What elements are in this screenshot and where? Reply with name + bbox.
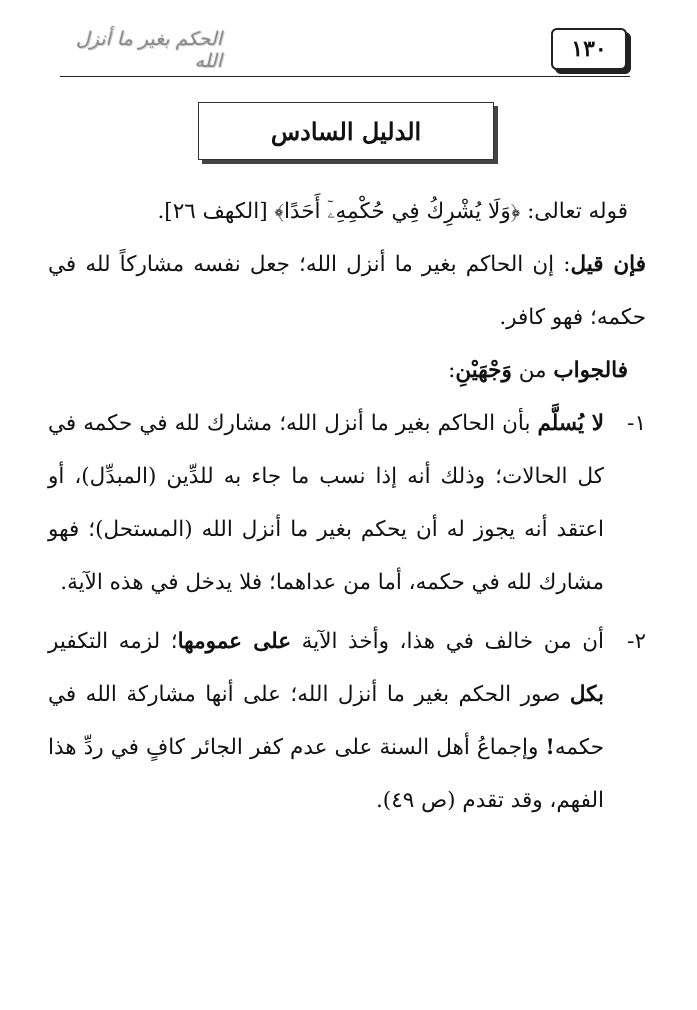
list-item-number: ٢- — [627, 629, 646, 654]
list-item-body-part: ؛ لزمه التكفير — [48, 629, 178, 654]
list-item-body-part: وإجماعُ أهل السنة على عدم كفر الجائر كافٍ في ردِّ هذا الفهم، وقد تقدم (ص ٤٩). — [48, 735, 604, 813]
list-item-bold-part: على عمومها — [177, 629, 292, 654]
objection-text: : إن الحاكم بغير ما أنزل الله؛ جعل نفسه مشاركاً لله في حكمه؛ فهو كافر. — [48, 252, 646, 330]
page-number: ١٣٠ — [571, 36, 607, 62]
section-title: الدليل السادس — [270, 116, 422, 146]
list-item-body-part: أن من خالف في هذا، وأخذ الآية — [291, 629, 604, 654]
answer-end: : — [448, 358, 456, 383]
list-item-body: بأن الحاكم بغير ما أنزل الله؛ مشارك لله في حكمه في كل الحالات؛ وذلك أنه إذا نسب ما جاء به للدِّين (المبدِّل)، أو اعتقد أنه يجوز له أن يحكم بغير ما أنزل الله (المستحل)؛ فهو مشارك لله في حكمه، أما من عداهما؛ فلا يدخل في هذه الآية. — [48, 411, 604, 595]
verse-intro: قوله تعالى: — [520, 199, 628, 224]
verse-text: ﴿وَلَا يُشْرِكُ فِي حُكْمِهِۦٓ أَحَدًا﴾ — [274, 199, 521, 224]
list-item — [48, 615, 646, 827]
verse-reference: [الكهف ٢٦]. — [157, 199, 275, 224]
section-title-box — [198, 102, 494, 160]
header-rule — [60, 76, 630, 77]
objection-paragraph — [48, 238, 646, 344]
list-item-body-part: صور الحكم بغير ما أنزل الله؛ على أنها مشاركة الله في حكمه — [48, 682, 604, 760]
list-item-bold-part: ! — [545, 735, 555, 760]
list-item-text — [48, 397, 604, 609]
answer-intro — [48, 344, 646, 397]
list-item-lead: لا يُسلَّم — [537, 411, 605, 436]
book-title-ornament — [62, 28, 222, 72]
answer-mid: من — [511, 358, 554, 383]
page-number-box — [551, 28, 627, 70]
list-item-number: ١- — [627, 411, 646, 436]
verse-paragraph — [48, 185, 646, 238]
list-item-bold-part: بكل — [569, 682, 604, 707]
objection-label: فإن قيل — [570, 252, 646, 277]
page-body — [48, 185, 646, 833]
book-title: الحكم بغير ما أنزل الله — [75, 28, 222, 72]
list-item — [48, 397, 646, 609]
list-item-text — [48, 615, 604, 827]
answer-label: فالجواب — [553, 358, 628, 383]
answer-word: وَجْهَيْنِ — [455, 358, 512, 383]
